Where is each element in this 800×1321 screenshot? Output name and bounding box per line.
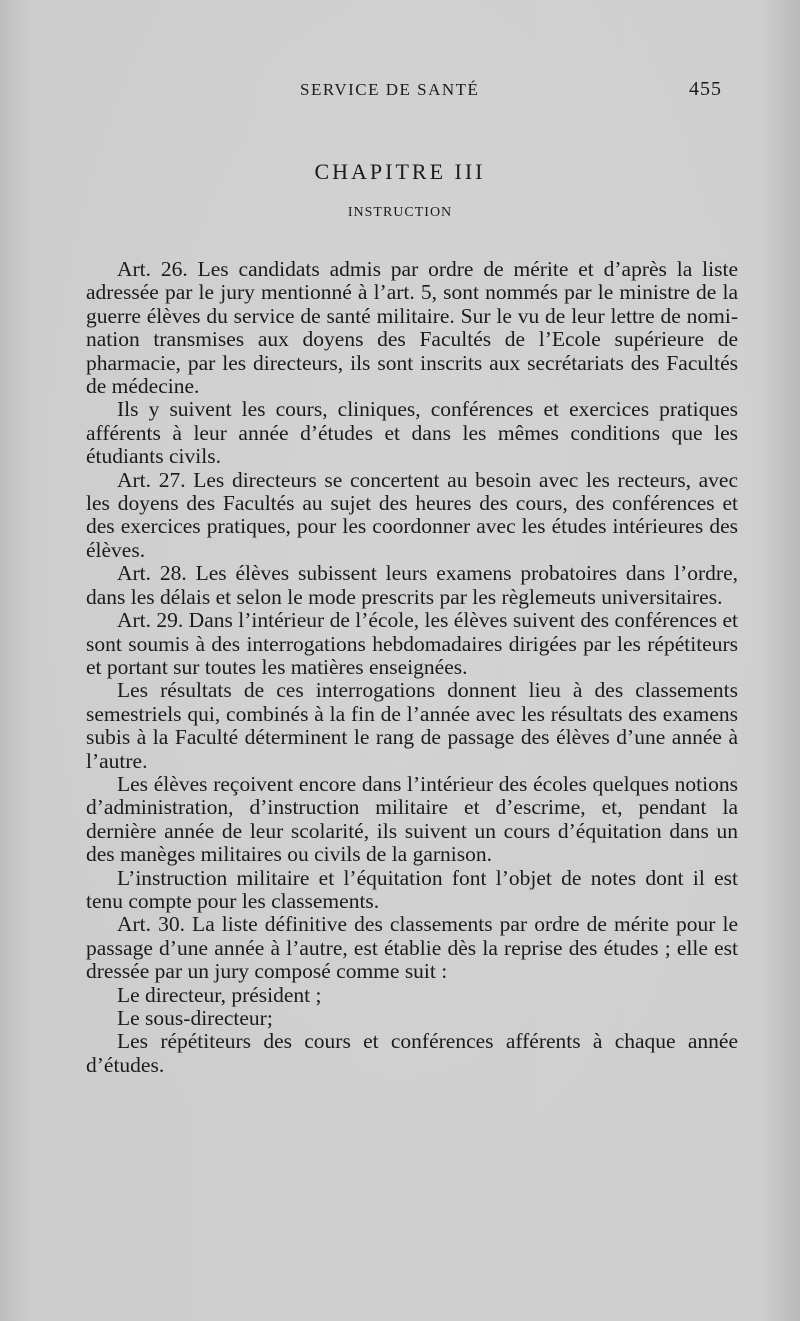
paragraph-cours-cliniques: Ils y suivent les cours, cliniques, conférences et exercices pratiques afférents à leur année d’études et dans les mêmes conditions que les étudiants civils. xyxy=(86,397,738,469)
paragraph-instruction-militaire: L’instruction militaire et l’équitation font l’objet de notes dont il est tenu compte pour les classements. xyxy=(86,865,738,913)
page-number: 455 xyxy=(689,78,722,100)
running-title: SERVICE DE SANTÉ xyxy=(300,80,480,99)
paragraph-art-30: Art. 30. La liste définitive des classements par ordre de mérite pour le passage d’une année à l’autre, est établie dès la reprise des études ; elle est dressée par un jury composé comme suit : xyxy=(86,912,738,984)
jury-member-repetiteurs: Les répétiteurs des cours et conférences afférents à chaque année d’études. xyxy=(86,1029,738,1077)
body-text xyxy=(86,258,738,1077)
chapter-title: CHAPITRE III xyxy=(314,159,486,184)
paragraph-art-28: Art. 28. Les élèves subissent leurs examens probatoires dans l’ordre, dans les délais et selon le mode prescrits par les règlemeuts universitaires. xyxy=(86,561,738,609)
paragraph-art-27: Art. 27. Les directeurs se concertent au besoin avec les recteurs, avec les doyens des Facultés au sujet des heures des cours, des conférences et des exercices pratiques, pour les coordonner avec les études intérieures des élèves. xyxy=(86,467,738,562)
paragraph-notions: Les élèves reçoivent encore dans l’intérieur des écoles quelques notions d’administration, d’instruction militaire et d’escrime, et, pendant la dernière année de leur scolarité, ils suivent un cours d’équitation dans un des manèges militaires ou civils de la garnison. xyxy=(86,771,738,867)
paragraph-art-26: Art. 26. Les candidats admis par ordre de mérite et d’après la liste adressée par le jury mentionné à l’art. 5, sont nommés par le ministre de la guerre élèves du service de santé militaire. Sur le vu de leur lettre de nomination transmises aux doyens des Facultés de l’Ecole supérieure de pharmacie, par les directeurs, ils sont inscrits aux secrétariats des Facultés de médecine. xyxy=(86,257,738,399)
paragraph-art-29: Art. 29. Dans l’intérieur de l’école, les élèves suivent des conférences et sont soumis à des interrogations hebdomadaires dirigées par les répétiteurs et portant sur toutes les matières enseignées. xyxy=(86,608,738,679)
paragraph-resultats: Les résultats de ces interrogations donnent lieu à des classements semestriels qui, combinés à la fin de l’année avec les résultats des examens subis à la Faculté déterminent le rang de passage des élèves d’une année à l’autre. xyxy=(86,678,738,773)
jury-member-sous-directeur: Le sous-directeur; xyxy=(117,1006,273,1030)
jury-member-directeur: Le directeur, président ; xyxy=(117,982,322,1007)
section-title: INSTRUCTION xyxy=(347,205,453,220)
